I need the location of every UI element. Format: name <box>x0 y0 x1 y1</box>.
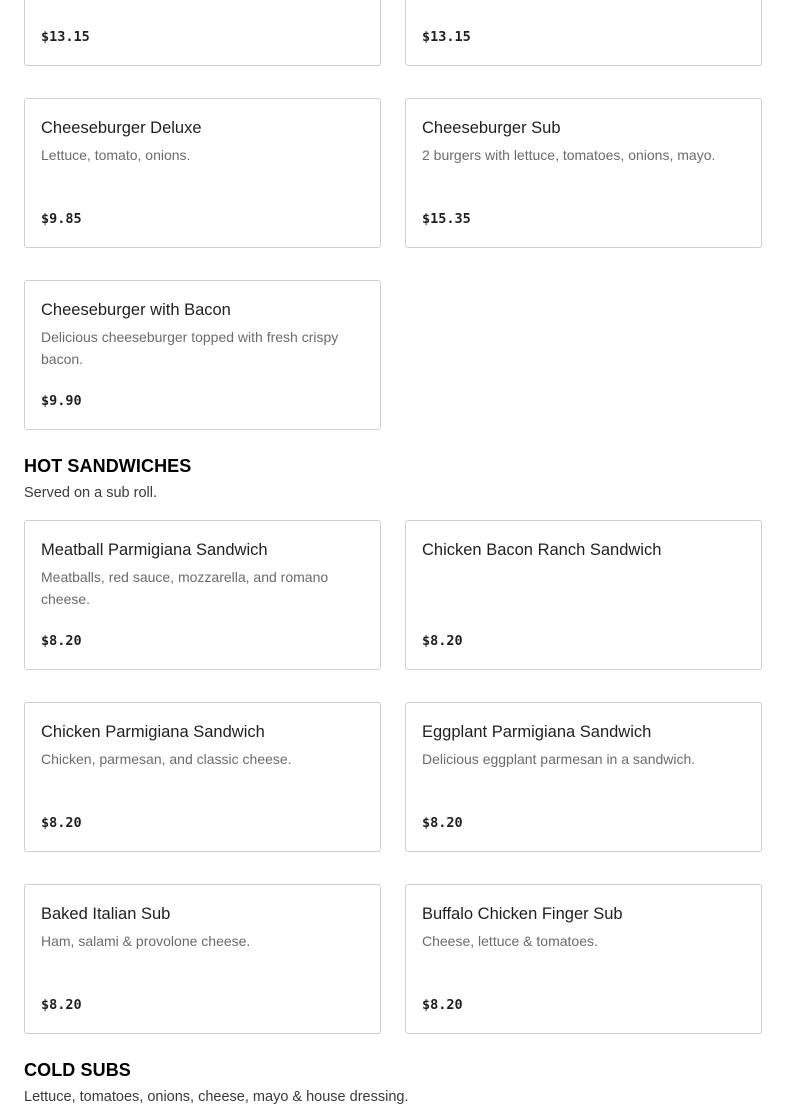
menu-item-meatball-parmigiana-sandwich[interactable] <box>24 520 381 670</box>
menu-item-eggplant-parmigiana-sandwich[interactable] <box>405 702 762 852</box>
menu-item-price: $9.90 <box>41 393 82 409</box>
section-title-cold-subs: COLD SUBS <box>24 1060 131 1080</box>
menu-item-price: $8.20 <box>41 997 82 1013</box>
section-title-hot-sandwiches: HOT SANDWICHES <box>24 456 192 476</box>
menu-item-price: $8.20 <box>422 997 463 1013</box>
menu-item-description: Lettuce, tomato, onions. <box>41 147 191 163</box>
menu-item-buffalo-chicken-finger-sub[interactable] <box>405 884 762 1034</box>
menu-item-name: Buffalo Chicken Finger Sub <box>422 905 623 923</box>
menu-item-name: Baked Italian Sub <box>41 905 171 923</box>
menu-item-description: Cheese, lettuce & tomatoes. <box>422 933 598 949</box>
menu-item-name: Cheeseburger Sub <box>422 119 561 137</box>
menu-item-name: Chicken Bacon Ranch Sandwich <box>422 541 662 559</box>
menu-item-price: $15.35 <box>422 211 471 227</box>
menu-item-name: Chicken Parmigiana Sandwich <box>41 723 265 741</box>
section-subtitle-cold-subs: Lettuce, tomatoes, onions, cheese, mayo & house dressing. <box>24 1089 409 1105</box>
menu-item-name: Eggplant Parmigiana Sandwich <box>422 723 652 741</box>
section-subtitle-hot-sandwiches: Served on a sub roll. <box>24 485 157 501</box>
menu-item-description: Meatballs, red sauce, mozzarella, and romano cheese. <box>41 569 329 607</box>
menu-item-price: $13.15 <box>422 29 471 45</box>
menu-item-price: $8.20 <box>422 815 463 831</box>
menu-item-price: $8.20 <box>422 633 463 649</box>
menu-item-chicken-bacon-ranch-sandwich[interactable] <box>405 520 762 670</box>
menu-item-description: Ham, salami & provolone cheese. <box>41 933 251 949</box>
menu-item-name: Meatball Parmigiana Sandwich <box>41 541 268 559</box>
menu-item-price: $8.20 <box>41 633 82 649</box>
menu-item-cheeseburger-with-bacon[interactable] <box>24 280 381 430</box>
menu-item-card[interactable] <box>405 0 762 66</box>
menu-item-description: Delicious eggplant parmesan in a sandwich. <box>422 751 696 767</box>
menu-item-chicken-parmigiana-sandwich[interactable] <box>24 702 381 852</box>
menu-item-name: Cheeseburger with Bacon <box>41 301 231 319</box>
menu-item-description: 2 burgers with lettuce, tomatoes, onions, mayo. <box>422 147 716 163</box>
menu-item-description: Chicken, parmesan, and classic cheese. <box>41 751 292 767</box>
menu-item-price: $8.20 <box>41 815 82 831</box>
menu-item-description: Delicious cheeseburger topped with fresh crispy bacon. <box>41 329 339 367</box>
menu-item-cheeseburger-sub[interactable] <box>405 98 762 248</box>
menu-item-cheeseburger-deluxe[interactable] <box>24 98 381 248</box>
menu-item-baked-italian-sub[interactable] <box>24 884 381 1034</box>
menu-item-card[interactable] <box>24 0 381 66</box>
menu-item-name: Cheeseburger Deluxe <box>41 119 202 137</box>
menu-item-price: $9.85 <box>41 211 82 227</box>
menu-item-price: $13.15 <box>41 29 90 45</box>
